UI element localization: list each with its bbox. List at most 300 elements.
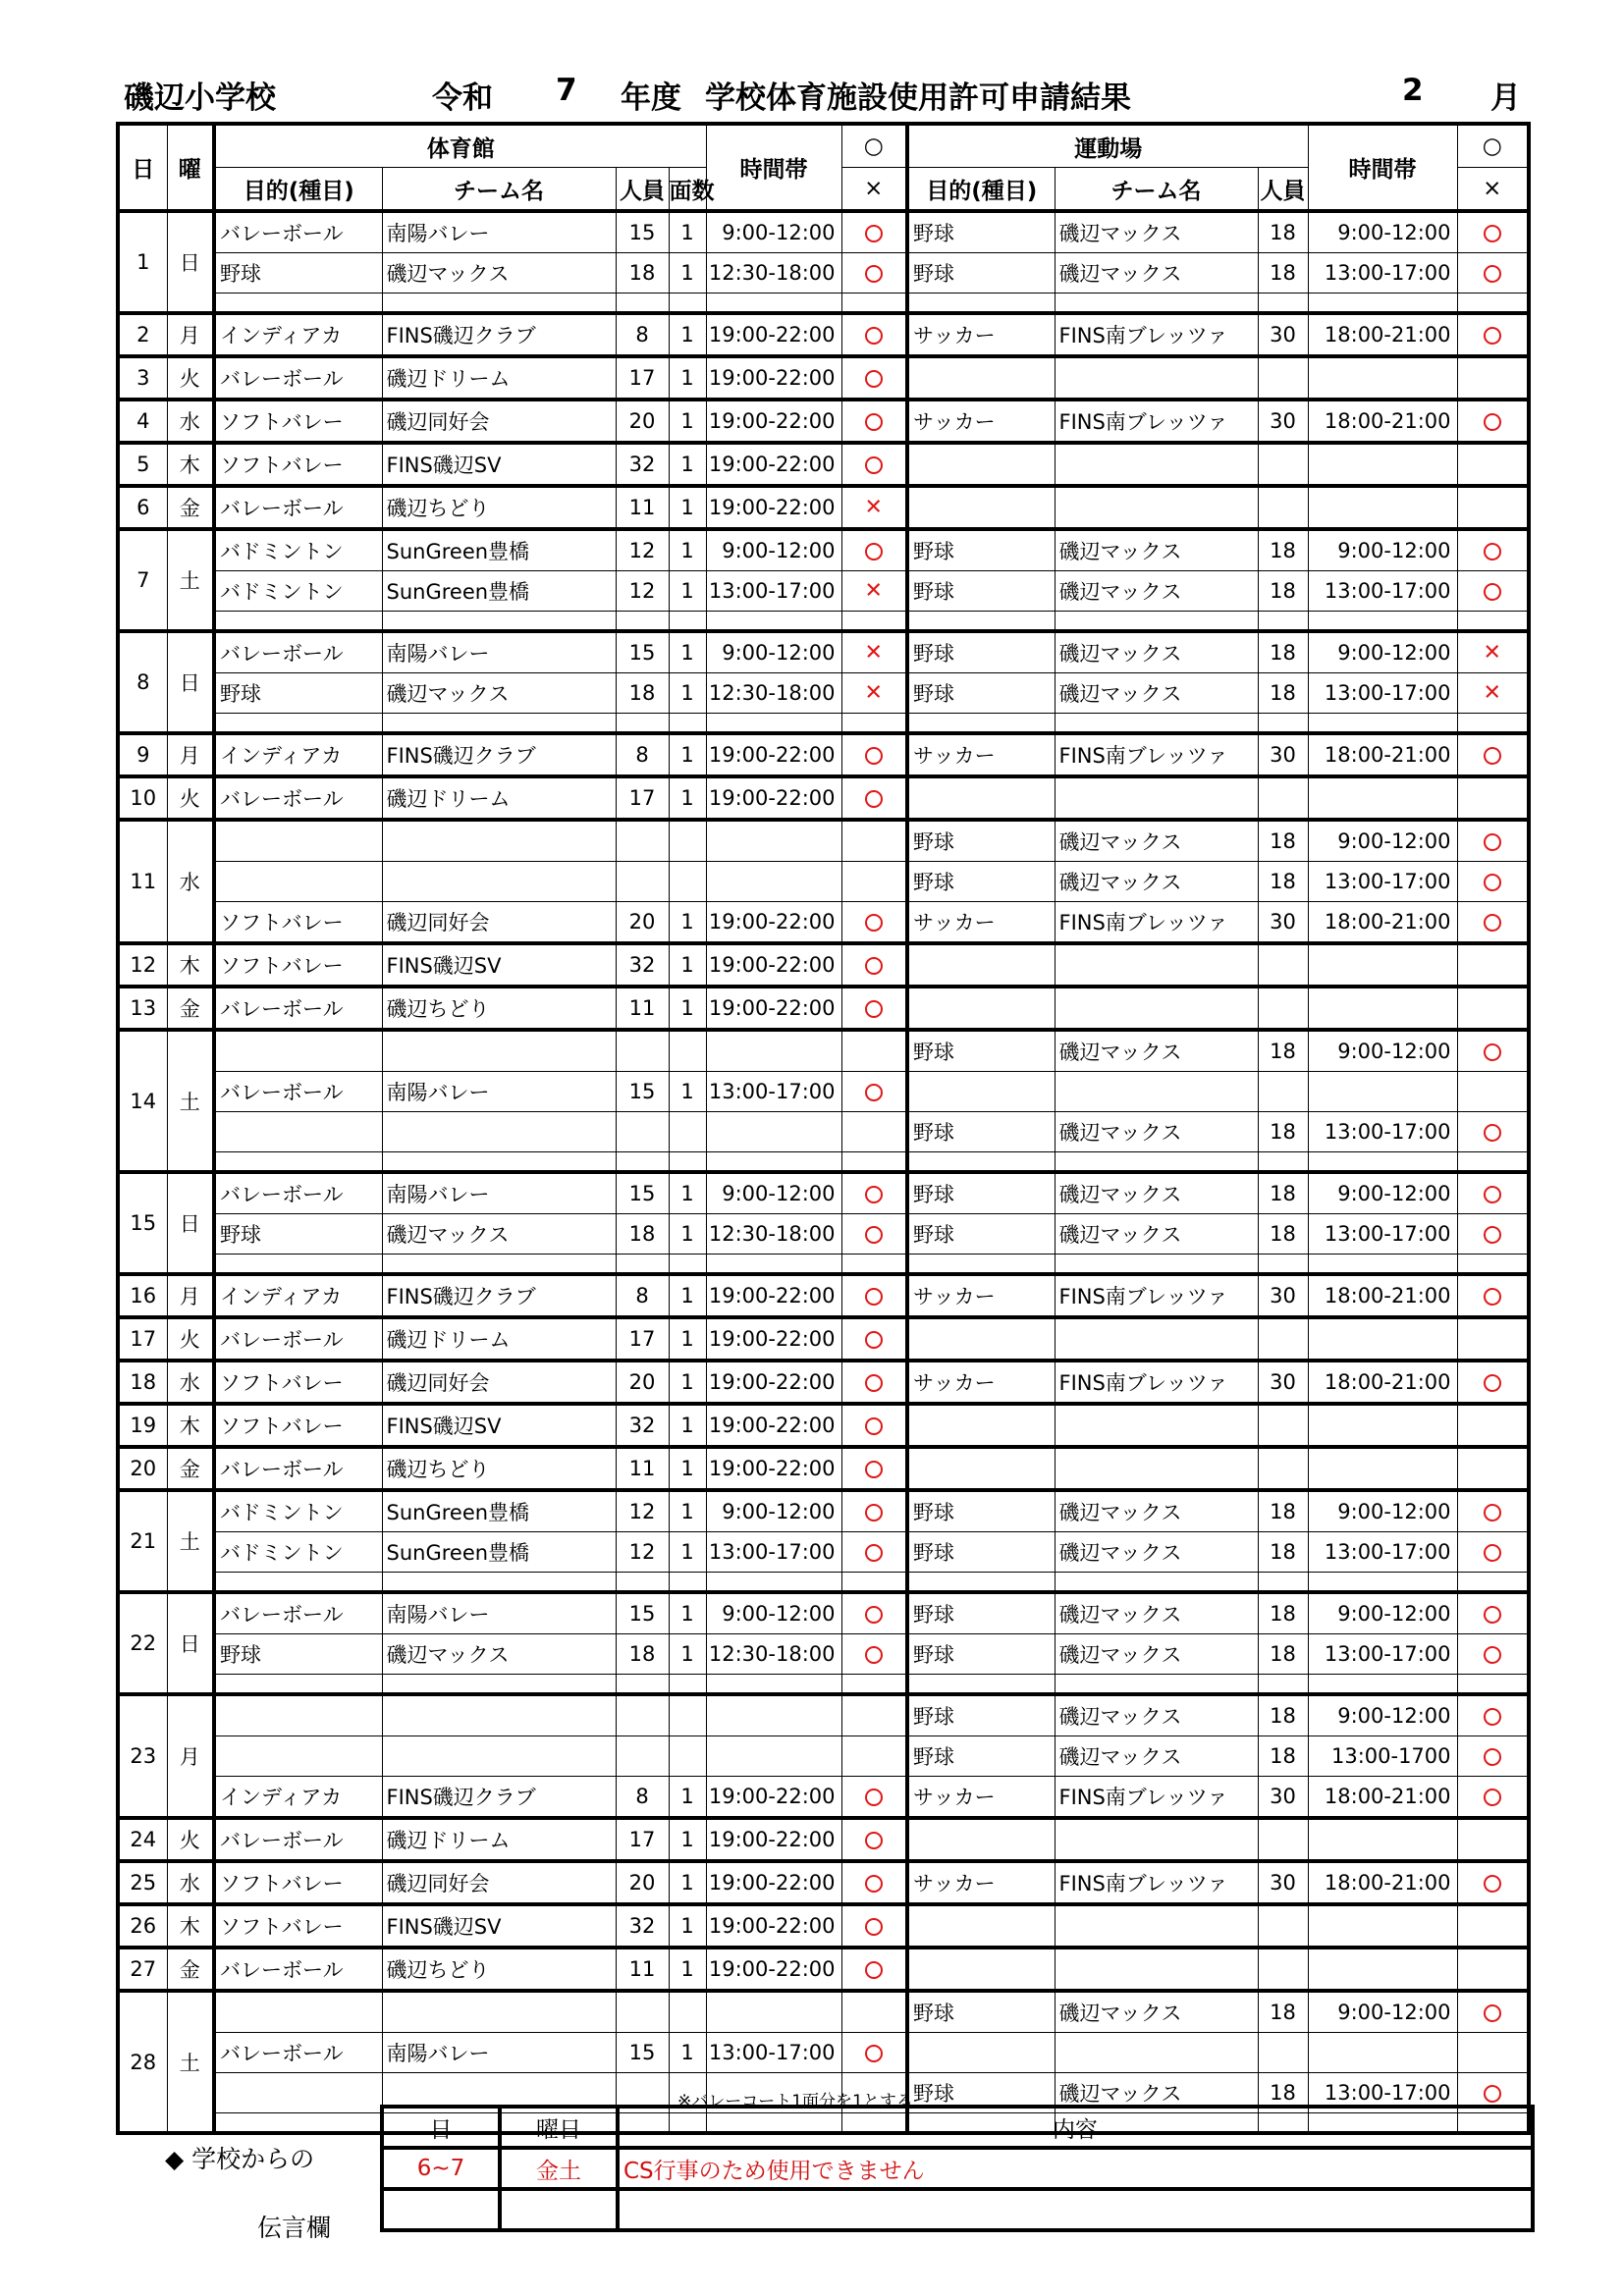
field-team <box>1055 1447 1258 1490</box>
gym-purpose <box>214 1112 382 1152</box>
field-purpose: サッカー <box>907 1361 1055 1404</box>
empty-cell <box>706 612 841 632</box>
document-title-row <box>116 73 1527 116</box>
empty-cell <box>907 1675 1055 1695</box>
field-purpose: 野球 <box>907 1694 1055 1736</box>
gym-people: 11 <box>616 1948 669 1991</box>
field-people: 30 <box>1258 1777 1308 1819</box>
field-people: 18 <box>1258 1592 1308 1634</box>
field-time <box>1308 1904 1457 1948</box>
field-team: 磯辺マックス <box>1055 862 1258 902</box>
field-purpose: 野球 <box>907 1736 1055 1777</box>
field-people: 18 <box>1258 1736 1308 1777</box>
table-row <box>118 1447 1529 1490</box>
gym-time: 19:00-22:00 <box>706 943 841 987</box>
table-row <box>118 571 1529 612</box>
table-row <box>118 1991 1529 2033</box>
gym-courts: 1 <box>669 1592 706 1634</box>
field-people: 18 <box>1258 862 1308 902</box>
field-time: 9:00-12:00 <box>1308 1592 1457 1634</box>
gym-purpose: ソフトバレー <box>214 1404 382 1447</box>
gym-people: 32 <box>616 1404 669 1447</box>
field-time: 18:00-21:00 <box>1308 1274 1457 1317</box>
field-purpose: サッカー <box>907 733 1055 776</box>
field-time: 13:00-17:00 <box>1308 253 1457 294</box>
rejected-cross-icon: ✕ <box>1483 640 1501 666</box>
table-row <box>118 1030 1529 1072</box>
field-team: FINS南ブレッツァ <box>1055 1361 1258 1404</box>
gym-time: 12:30-18:00 <box>706 1634 841 1675</box>
empty-cell <box>616 612 669 632</box>
field-purpose: 野球 <box>907 862 1055 902</box>
approved-circle-icon <box>1484 327 1501 345</box>
gym-courts: 1 <box>669 400 706 443</box>
gym-purpose <box>214 1030 382 1072</box>
day-number: 6 <box>118 486 167 529</box>
gym-people: 12 <box>616 1490 669 1532</box>
gym-courts: 1 <box>669 1317 706 1361</box>
field-purpose: 野球 <box>907 1172 1055 1214</box>
spacer-row <box>118 1675 1529 1695</box>
empty-cell <box>616 714 669 734</box>
gym-people: 17 <box>616 1818 669 1861</box>
empty-cell <box>214 294 382 314</box>
field-time <box>1308 776 1457 820</box>
gym-people: 20 <box>616 1861 669 1904</box>
gym-team: 磯辺マックス <box>382 673 616 714</box>
field-team: 磯辺マックス <box>1055 529 1258 571</box>
gym-result <box>841 1030 907 1072</box>
era-label: 令和 <box>432 80 493 116</box>
header-gym-purpose: 目的(種目) <box>214 168 382 212</box>
field-team <box>1055 1072 1258 1112</box>
rejected-cross-icon: ✕ <box>864 680 883 706</box>
field-purpose: 野球 <box>907 1592 1055 1634</box>
field-time: 13:00-1700 <box>1308 1736 1457 1777</box>
gym-purpose: ソフトバレー <box>214 1904 382 1948</box>
approved-circle-icon <box>1484 2085 1501 2103</box>
field-people: 18 <box>1258 1532 1308 1573</box>
field-result <box>1457 673 1529 714</box>
gym-purpose: バレーボール <box>214 631 382 673</box>
gym-people: 20 <box>616 1361 669 1404</box>
message-header-day: 日 <box>382 2107 500 2148</box>
message-weekday: 金土 <box>500 2148 618 2189</box>
gym-team: 南陽バレー <box>382 211 616 253</box>
table-row <box>118 1404 1529 1447</box>
header-field-people: 人員 <box>1258 168 1308 212</box>
field-time <box>1308 486 1457 529</box>
gym-purpose: ソフトバレー <box>214 400 382 443</box>
field-people: 18 <box>1258 673 1308 714</box>
gym-time: 9:00-12:00 <box>706 1490 841 1532</box>
weekday: 木 <box>167 1404 214 1447</box>
gym-purpose: ソフトバレー <box>214 1861 382 1904</box>
field-result <box>1457 1861 1529 1904</box>
day-number: 22 <box>118 1592 167 1694</box>
gym-result <box>841 1361 907 1404</box>
gym-purpose <box>214 1736 382 1777</box>
approved-circle-icon <box>1484 1544 1501 1562</box>
field-result <box>1457 1694 1529 1736</box>
field-result <box>1457 1948 1529 1991</box>
weekday: 日 <box>167 211 214 313</box>
field-time <box>1308 1404 1457 1447</box>
empty-cell <box>214 714 382 734</box>
gym-purpose: バレーボール <box>214 211 382 253</box>
empty-cell <box>706 1573 841 1593</box>
empty-cell <box>907 612 1055 632</box>
weekday: 日 <box>167 631 214 733</box>
field-people <box>1258 1317 1308 1361</box>
approved-circle-icon <box>865 1646 883 1664</box>
gym-team: 南陽バレー <box>382 1072 616 1112</box>
gym-result <box>841 1736 907 1777</box>
empty-cell <box>1308 1152 1457 1173</box>
field-time: 9:00-12:00 <box>1308 1991 1457 2033</box>
field-team: 磯辺マックス <box>1055 1112 1258 1152</box>
field-time: 13:00-17:00 <box>1308 1214 1457 1255</box>
day-number: 25 <box>118 1861 167 1904</box>
field-team: 磯辺マックス <box>1055 1736 1258 1777</box>
empty-cell <box>1308 714 1457 734</box>
message-day <box>382 2189 500 2230</box>
field-people <box>1258 1447 1308 1490</box>
gym-time: 9:00-12:00 <box>706 211 841 253</box>
field-purpose: サッカー <box>907 1777 1055 1819</box>
field-time: 13:00-17:00 <box>1308 862 1457 902</box>
field-time: 13:00-17:00 <box>1308 673 1457 714</box>
gym-result <box>841 1490 907 1532</box>
spacer-row <box>118 1573 1529 1593</box>
approved-circle-icon <box>865 1606 883 1624</box>
field-time <box>1308 443 1457 486</box>
empty-cell <box>1457 1152 1529 1173</box>
rejected-cross-icon: ✕ <box>1483 680 1501 706</box>
field-result <box>1457 211 1529 253</box>
gym-result <box>841 211 907 253</box>
gym-purpose: インディアカ <box>214 313 382 356</box>
field-people: 18 <box>1258 1030 1308 1072</box>
gym-team: 磯辺ちどり <box>382 486 616 529</box>
approved-circle-icon <box>865 265 883 283</box>
weekday: 火 <box>167 1818 214 1861</box>
gym-result <box>841 1904 907 1948</box>
gym-purpose <box>214 1991 382 2033</box>
gym-team: 磯辺ちどり <box>382 1447 616 1490</box>
field-purpose: 野球 <box>907 673 1055 714</box>
gym-team: 磯辺マックス <box>382 1634 616 1675</box>
table-row <box>118 1490 1529 1532</box>
empty-cell <box>706 714 841 734</box>
approved-circle-icon <box>1484 1374 1501 1392</box>
gym-people <box>616 862 669 902</box>
gym-team: FINS磯辺SV <box>382 1404 616 1447</box>
approved-circle-icon <box>865 1961 883 1979</box>
gym-purpose: バレーボール <box>214 1072 382 1112</box>
field-time <box>1308 1948 1457 1991</box>
gym-time: 12:30-18:00 <box>706 253 841 294</box>
weekday: 月 <box>167 1694 214 1818</box>
school-message-table <box>380 2105 1535 2232</box>
gym-purpose: バレーボール <box>214 1818 382 1861</box>
approved-circle-icon <box>865 790 883 808</box>
approved-circle-icon <box>1484 543 1501 561</box>
table-row <box>118 1112 1529 1152</box>
table-row <box>118 1818 1529 1861</box>
field-time <box>1308 2033 1457 2073</box>
gym-time: 19:00-22:00 <box>706 1861 841 1904</box>
month-number: 2 <box>1402 73 1424 108</box>
gym-result <box>841 486 907 529</box>
gym-time: 19:00-22:00 <box>706 733 841 776</box>
field-time <box>1308 1447 1457 1490</box>
field-team: 磯辺マックス <box>1055 1634 1258 1675</box>
field-purpose <box>907 1948 1055 1991</box>
empty-cell <box>669 294 706 314</box>
gym-team: 磯辺マックス <box>382 1214 616 1255</box>
field-result <box>1457 400 1529 443</box>
gym-result <box>841 253 907 294</box>
gym-time: 19:00-22:00 <box>706 443 841 486</box>
field-purpose <box>907 1317 1055 1361</box>
weekday: 木 <box>167 943 214 987</box>
gym-people: 20 <box>616 400 669 443</box>
field-people: 18 <box>1258 1634 1308 1675</box>
weekday: 水 <box>167 1861 214 1904</box>
field-result <box>1457 253 1529 294</box>
table-row <box>118 1214 1529 1255</box>
gym-result <box>841 776 907 820</box>
day-number: 2 <box>118 313 167 356</box>
field-team: 磯辺マックス <box>1055 1592 1258 1634</box>
empty-cell <box>214 2113 382 2134</box>
field-result <box>1457 1634 1529 1675</box>
gym-purpose: バレーボール <box>214 776 382 820</box>
day-number: 18 <box>118 1361 167 1404</box>
empty-cell <box>1457 714 1529 734</box>
gym-time: 19:00-22:00 <box>706 902 841 944</box>
field-result <box>1457 631 1529 673</box>
empty-cell <box>1055 1573 1258 1593</box>
empty-cell <box>907 1573 1055 1593</box>
gym-team: FINS磯辺クラブ <box>382 733 616 776</box>
field-people: 18 <box>1258 1172 1308 1214</box>
gym-courts: 1 <box>669 2033 706 2073</box>
table-row <box>118 1861 1529 1904</box>
empty-cell <box>706 1255 841 1275</box>
gym-people: 11 <box>616 486 669 529</box>
approved-circle-icon <box>1484 1606 1501 1624</box>
gym-result <box>841 400 907 443</box>
day-number: 10 <box>118 776 167 820</box>
field-purpose <box>907 2033 1055 2073</box>
table-row <box>118 1274 1529 1317</box>
gym-time: 19:00-22:00 <box>706 987 841 1030</box>
gym-people: 12 <box>616 529 669 571</box>
field-time: 13:00-17:00 <box>1308 2073 1457 2113</box>
gym-courts: 1 <box>669 1072 706 1112</box>
schedule-body <box>118 211 1529 2133</box>
field-purpose: 野球 <box>907 2073 1055 2113</box>
field-result <box>1457 776 1529 820</box>
gym-courts: 1 <box>669 356 706 400</box>
day-number: 9 <box>118 733 167 776</box>
gym-people: 18 <box>616 1214 669 1255</box>
field-people: 30 <box>1258 1861 1308 1904</box>
day-number: 11 <box>118 820 167 943</box>
gym-time: 12:30-18:00 <box>706 673 841 714</box>
gym-team <box>382 1991 616 2033</box>
empty-cell <box>841 294 907 314</box>
approved-circle-icon <box>865 1331 883 1349</box>
gym-team: 磯辺同好会 <box>382 1361 616 1404</box>
approved-circle-icon <box>865 1226 883 1244</box>
field-purpose <box>907 1818 1055 1861</box>
table-row <box>118 1904 1529 1948</box>
gym-result <box>841 987 907 1030</box>
field-result <box>1457 1112 1529 1152</box>
spacer-row <box>118 1152 1529 1173</box>
empty-cell <box>1258 612 1308 632</box>
gym-courts: 1 <box>669 211 706 253</box>
gym-team: FINS磯辺SV <box>382 443 616 486</box>
field-result <box>1457 1274 1529 1317</box>
field-result <box>1457 1317 1529 1361</box>
empty-cell <box>1258 1573 1308 1593</box>
gym-courts: 1 <box>669 1447 706 1490</box>
field-people <box>1258 486 1308 529</box>
gym-result <box>841 1274 907 1317</box>
gym-result <box>841 1991 907 2033</box>
weekday: 火 <box>167 776 214 820</box>
approved-circle-icon <box>865 1789 883 1806</box>
weekday: 金 <box>167 987 214 1030</box>
day-number: 4 <box>118 400 167 443</box>
field-people: 30 <box>1258 733 1308 776</box>
field-time: 18:00-21:00 <box>1308 1361 1457 1404</box>
gym-courts: 1 <box>669 1777 706 1819</box>
gym-people <box>616 1694 669 1736</box>
field-result <box>1457 733 1529 776</box>
table-row <box>118 211 1529 253</box>
approved-circle-icon <box>865 370 883 388</box>
gym-purpose: バドミントン <box>214 1532 382 1573</box>
gym-courts: 1 <box>669 1274 706 1317</box>
gym-people: 18 <box>616 673 669 714</box>
field-time: 9:00-12:00 <box>1308 211 1457 253</box>
weekday: 水 <box>167 1361 214 1404</box>
field-people <box>1258 1818 1308 1861</box>
gym-courts: 1 <box>669 529 706 571</box>
gym-team: 磯辺ドリーム <box>382 1818 616 1861</box>
field-result <box>1457 529 1529 571</box>
approved-circle-icon <box>1484 583 1501 601</box>
weekday: 金 <box>167 1948 214 1991</box>
gym-purpose: 野球 <box>214 253 382 294</box>
day-number: 21 <box>118 1490 167 1592</box>
field-purpose: 野球 <box>907 1030 1055 1072</box>
field-team <box>1055 1818 1258 1861</box>
field-result <box>1457 1777 1529 1819</box>
gym-time: 19:00-22:00 <box>706 486 841 529</box>
table-row <box>118 356 1529 400</box>
day-number: 23 <box>118 1694 167 1818</box>
field-result <box>1457 1532 1529 1573</box>
field-purpose: 野球 <box>907 820 1055 862</box>
table-row <box>118 943 1529 987</box>
gym-time: 19:00-22:00 <box>706 1904 841 1948</box>
gym-team: FINS磯辺クラブ <box>382 313 616 356</box>
day-number: 1 <box>118 211 167 313</box>
gym-team: 磯辺ドリーム <box>382 356 616 400</box>
message-content: CS行事のため使用できません <box>618 2148 1533 2189</box>
gym-time <box>706 1991 841 2033</box>
field-result <box>1457 1447 1529 1490</box>
empty-cell <box>1308 612 1457 632</box>
gym-purpose: バドミントン <box>214 571 382 612</box>
field-purpose: サッカー <box>907 1861 1055 1904</box>
header-gym-team: チーム名 <box>382 168 616 212</box>
field-team: 磯辺マックス <box>1055 1694 1258 1736</box>
table-row <box>118 313 1529 356</box>
approved-circle-icon <box>1484 413 1501 431</box>
gym-people: 15 <box>616 1172 669 1214</box>
field-people: 18 <box>1258 211 1308 253</box>
message-content <box>618 2189 1533 2230</box>
table-row <box>118 253 1529 294</box>
empty-cell <box>1457 1675 1529 1695</box>
header-field-purpose: 目的(種目) <box>907 168 1055 212</box>
header-gym-time: 時間帯 <box>706 124 841 211</box>
field-purpose: サッカー <box>907 902 1055 944</box>
empty-cell <box>1308 1675 1457 1695</box>
field-time: 9:00-12:00 <box>1308 631 1457 673</box>
gym-result <box>841 1112 907 1152</box>
field-people: 30 <box>1258 400 1308 443</box>
field-purpose: 野球 <box>907 1532 1055 1573</box>
gym-team: SunGreen豊橋 <box>382 571 616 612</box>
gym-result <box>841 1072 907 1112</box>
gym-courts: 1 <box>669 1904 706 1948</box>
field-purpose: 野球 <box>907 1214 1055 1255</box>
approved-circle-icon <box>1484 1226 1501 1244</box>
field-people: 30 <box>1258 902 1308 944</box>
field-purpose <box>907 943 1055 987</box>
approved-circle-icon <box>1484 874 1501 891</box>
field-people <box>1258 1072 1308 1112</box>
field-people: 18 <box>1258 820 1308 862</box>
table-row <box>118 1317 1529 1361</box>
approved-circle-icon <box>865 957 883 975</box>
gym-people: 17 <box>616 1317 669 1361</box>
field-time: 9:00-12:00 <box>1308 820 1457 862</box>
gym-courts: 1 <box>669 673 706 714</box>
approved-circle-icon <box>865 2045 883 2062</box>
gym-time <box>706 1030 841 1072</box>
field-purpose <box>907 1904 1055 1948</box>
gym-purpose: バレーボール <box>214 1172 382 1214</box>
gym-result <box>841 313 907 356</box>
field-result <box>1457 1490 1529 1532</box>
empty-cell <box>616 1255 669 1275</box>
field-purpose: 野球 <box>907 529 1055 571</box>
field-team <box>1055 1904 1258 1948</box>
table-row <box>118 1532 1529 1573</box>
field-people: 18 <box>1258 571 1308 612</box>
field-team: 磯辺マックス <box>1055 1991 1258 2033</box>
field-team: FINS南ブレッツァ <box>1055 400 1258 443</box>
